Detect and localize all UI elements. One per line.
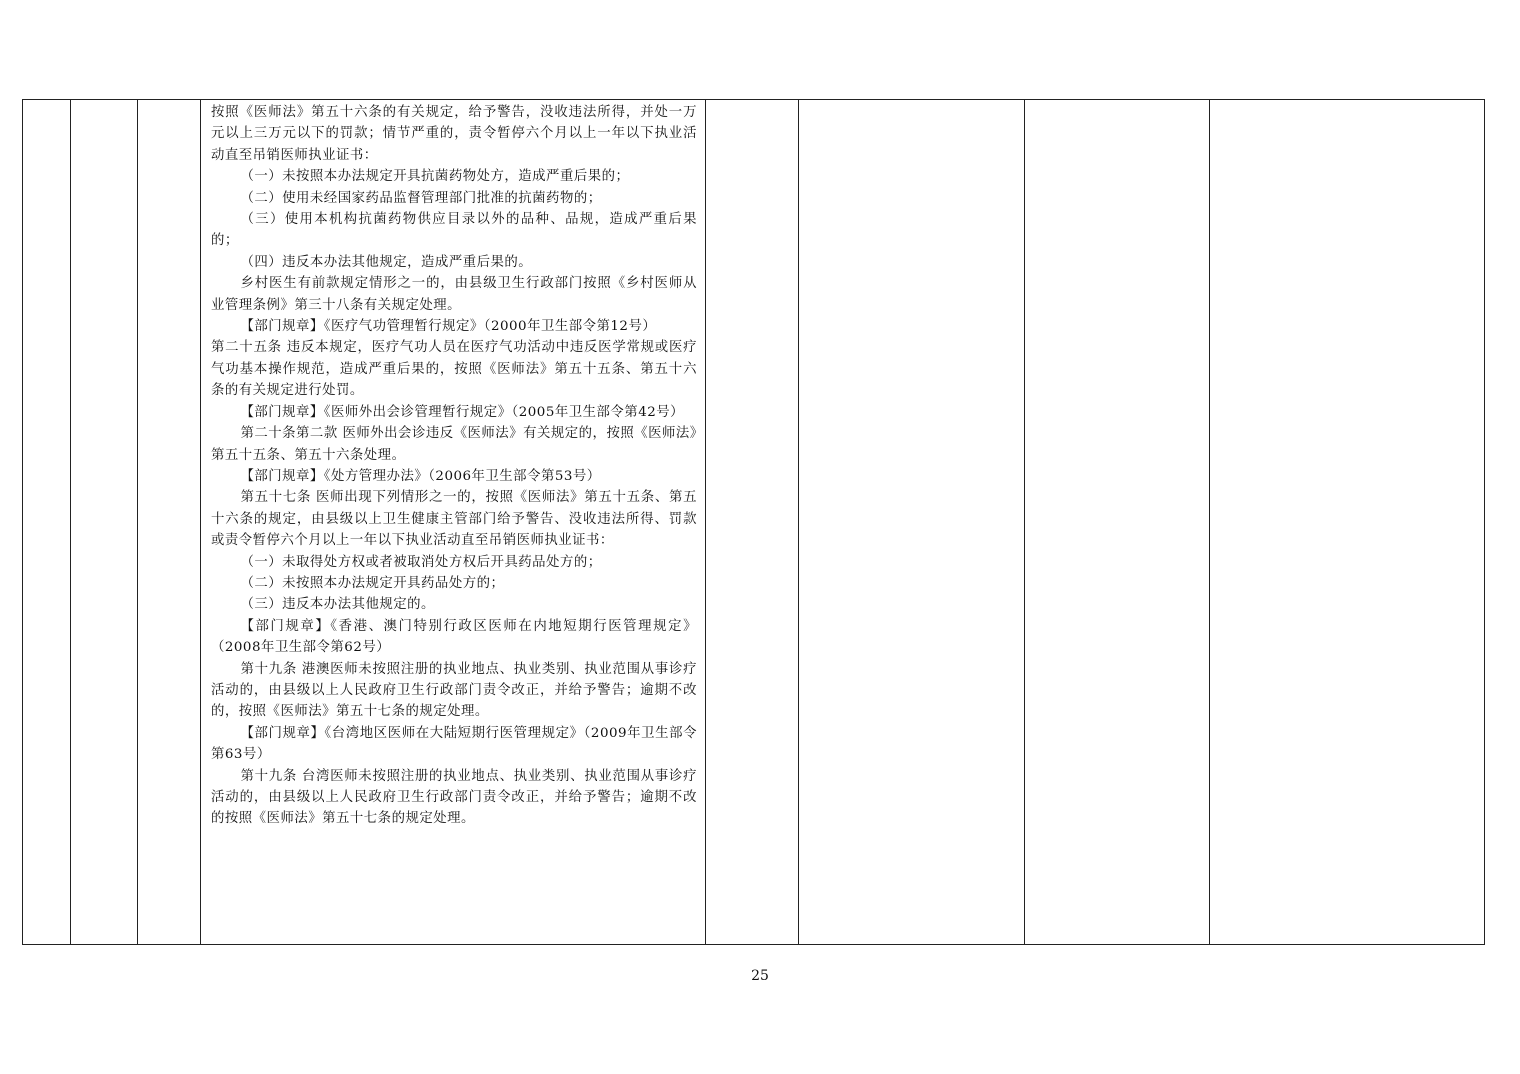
legal-paragraph: （二）使用未经国家药品监督管理部门批准的抗菌药物的；	[240, 190, 602, 206]
legal-paragraph: （一）未取得处方权或者被取消处方权后开具药品处方的；	[240, 554, 602, 570]
table-cell-category	[71, 100, 138, 945]
table-row	[23, 100, 1485, 945]
legal-paragraph: 按照《医师法》第五十六条的有关规定，给予警告，没收违法所得，并处一万元以上三万元以下的罚款；情节严重的，责令暂停六个月以上一年以下执业活动直至吊销医师执业证书：	[211, 105, 697, 163]
table-cell-empty-7	[1025, 100, 1210, 945]
legal-paragraph: （三）使用本机构抗菌药物供应目录以外的品种、品规，造成严重后果的；	[211, 212, 697, 249]
legal-paragraph: （二）未按照本办法规定开具药品处方的；	[240, 575, 505, 591]
legal-paragraph: （一）未按照本办法规定开具抗菌药物处方，造成严重后果的；	[240, 169, 630, 185]
regulation-table-container	[22, 99, 1476, 945]
table-cell-legal-basis	[201, 100, 706, 945]
table-cell-empty-6	[799, 100, 1025, 945]
legal-paragraph: （三）违反本办法其他规定的。	[240, 597, 435, 613]
legal-paragraph: 第十九条 台湾医师未按照注册的执业地点、执业类别、执业范围从事诊疗活动的，由县级以上人民政府卫生行政部门责令改正，并给予警告；逾期不改的按照《医师法》第五十七条的规定处理。	[211, 768, 697, 827]
legal-paragraph: 第十九条 港澳医师未按照注册的执业地点、执业类别、执业范围从事诊疗活动的，由县级以上人民政府卫生行政部门责令改正，并给予警告；逾期不改的，按照《医师法》第五十七条的规定处理。	[211, 661, 697, 720]
regulation-table	[22, 99, 1485, 945]
legal-paragraph: 第二十条第二款 医师外出会诊违反《医师法》有关规定的，按照《医师法》第五十五条、第五十六条处理。	[211, 426, 697, 463]
legal-paragraph: 【部门规章】《台湾地区医师在大陆短期行医管理规定》（2009年卫生部令第63号）	[211, 725, 697, 763]
table-cell-item	[138, 100, 201, 945]
page-number: 25	[751, 968, 769, 984]
table-cell-empty-5	[706, 100, 799, 945]
legal-paragraph: 乡村医生有前款规定情形之一的，由县级卫生行政部门按照《乡村医师从业管理条例》第三十八条有关规定处理。	[211, 276, 697, 313]
table-cell-empty-8	[1210, 100, 1485, 945]
legal-paragraph: 【部门规章】《医师外出会诊管理暂行规定》（2005年卫生部令第42号）	[240, 404, 685, 420]
legal-paragraph: 【部门规章】《处方管理办法》（2006年卫生部令第53号）	[240, 468, 601, 484]
legal-paragraph: （四）违反本办法其他规定，造成严重后果的。	[240, 254, 533, 270]
legal-paragraph: 【部门规章】《医疗气功管理暂行规定》（2000年卫生部令第12号）	[240, 319, 657, 335]
legal-paragraph: 【部门规章】《香港、澳门特别行政区医师在内地短期行医管理规定》（2008年卫生部令第62号）	[211, 618, 697, 656]
legal-paragraph: 第五十七条 医师出现下列情形之一的，按照《医师法》第五十五条、第五十六条的规定，由县级以上卫生健康主管部门给予警告、没收违法所得、罚款或责令暂停六个月以上一年以下执业活动直至吊销医师执业证书：	[211, 490, 697, 549]
table-cell-serial	[23, 100, 71, 945]
legal-paragraph: 第二十五条 违反本规定，医疗气功人员在医疗气功活动中违反医学常规或医疗气功基本操作规范，造成严重后果的，按照《医师法》第五十五条、第五十六条的有关规定进行处罚。	[211, 340, 697, 399]
legal-basis-text	[201, 100, 705, 830]
